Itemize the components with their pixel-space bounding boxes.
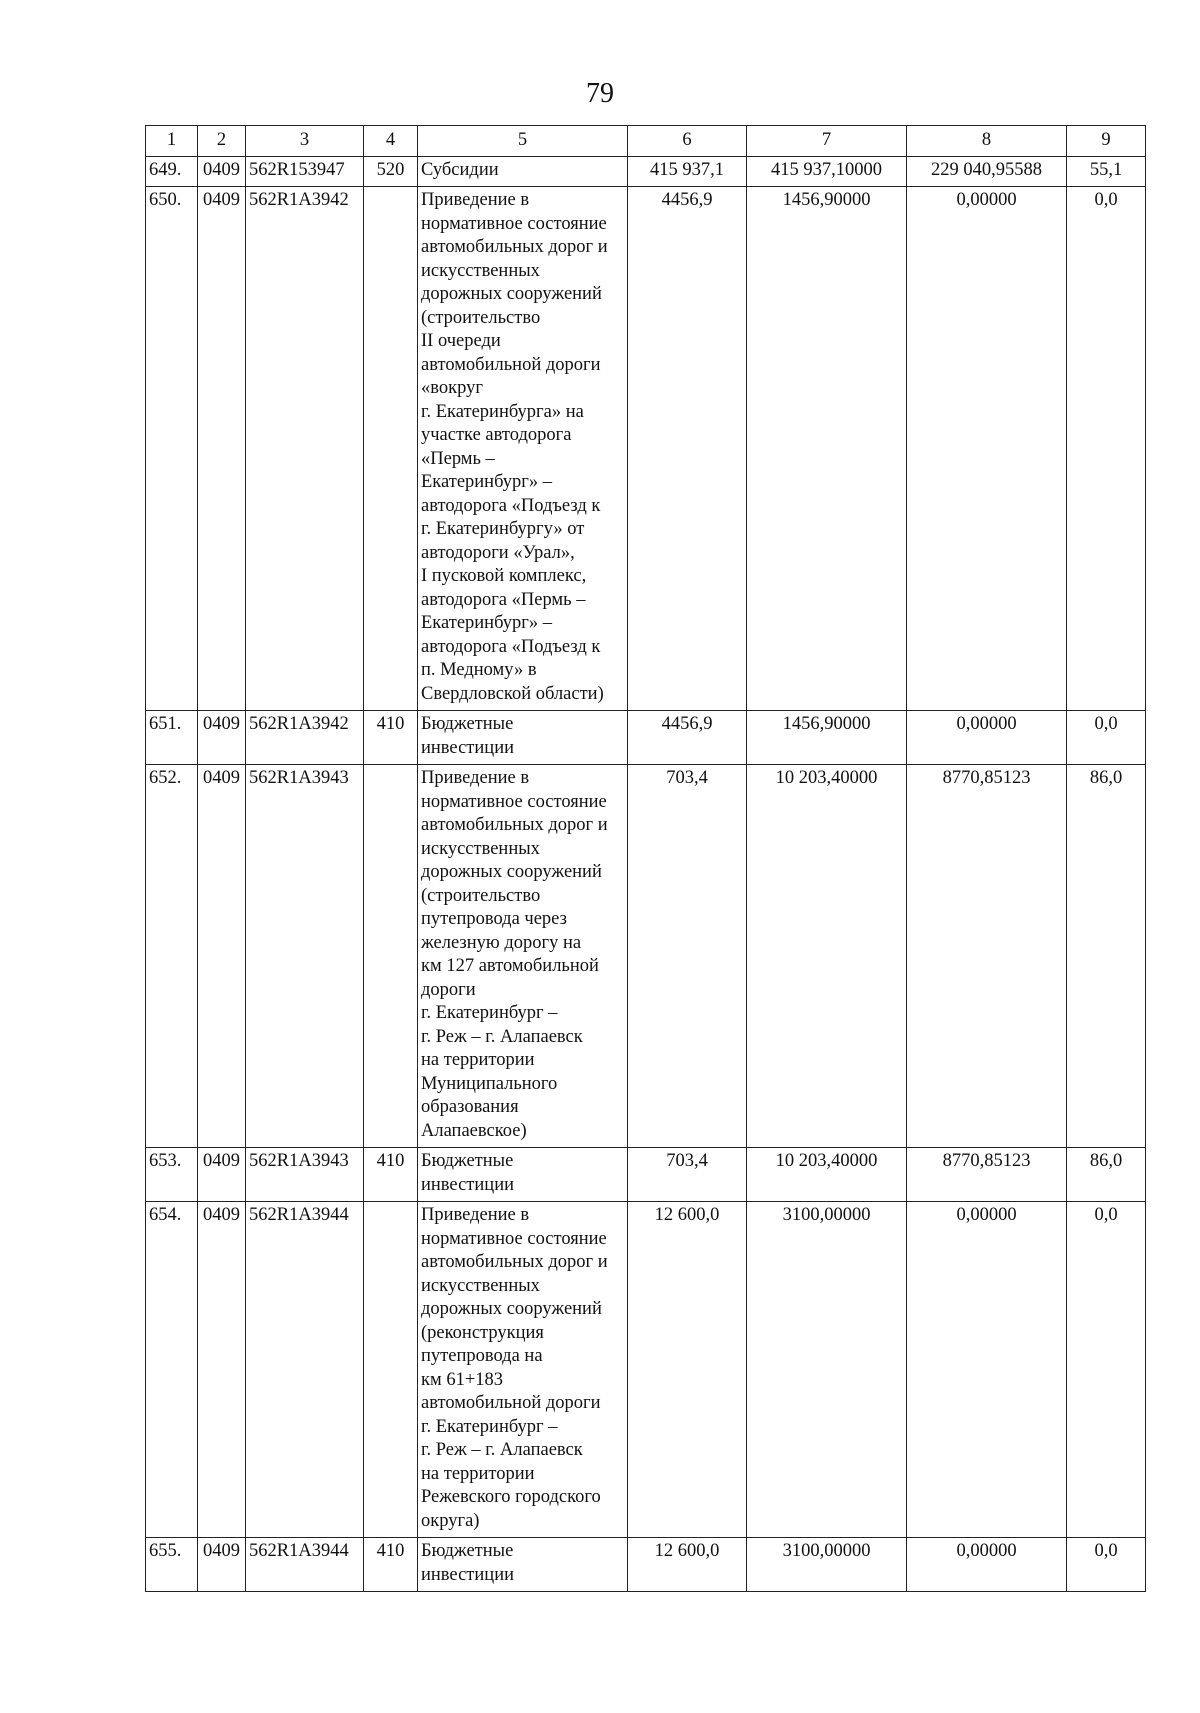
description-line: инвестиции (421, 1564, 514, 1585)
section-code-cell: 0409 (198, 156, 246, 187)
description-line: автодорога «Подъезд к (421, 636, 601, 657)
row-number-cell: 654. (146, 1202, 198, 1538)
description-line: км 127 автомобильной (421, 956, 599, 976)
description-line: г. Екатеринбург – (421, 1003, 558, 1023)
description-line: «Пермь – (421, 448, 495, 469)
value-col9-cell: 0,0 (1067, 1202, 1146, 1538)
value-col9-cell: 0,0 (1067, 711, 1146, 765)
target-code-cell: 562R1A3943 (246, 1148, 364, 1202)
value-col6-cell: 4456,9 (628, 187, 747, 711)
description-cell (418, 765, 628, 1148)
description-line: искусственных (421, 1275, 540, 1296)
description-line: Екатеринбург» – (421, 613, 553, 633)
page-number: 79 (586, 78, 614, 109)
expense-type-cell: 410 (364, 1148, 418, 1202)
table-row (146, 711, 1146, 765)
row-number-cell: 653. (146, 1148, 198, 1202)
description-line: Субсидии (421, 159, 499, 180)
description-line: Приведение в (421, 190, 530, 210)
column-header: 3 (246, 126, 364, 157)
value-col7-cell: 415 937,10000 (747, 156, 907, 187)
value-col6-cell: 415 937,1 (628, 156, 747, 187)
description-line: автомобильной дороги (421, 354, 601, 375)
table-row (146, 1538, 1146, 1592)
description-cell (418, 711, 628, 765)
description-line: Муниципального (421, 1073, 558, 1094)
value-col8-cell: 8770,85123 (907, 765, 1067, 1148)
value-col9-cell: 86,0 (1067, 1148, 1146, 1202)
description-line: г. Реж – г. Алапаевск (421, 1440, 583, 1460)
value-col7-cell: 10 203,40000 (747, 1148, 907, 1202)
description-line: Приведение в (421, 1205, 530, 1225)
description-line: инвестиции (421, 737, 514, 758)
value-col7-cell: 3100,00000 (747, 1202, 907, 1538)
table-row (146, 156, 1146, 187)
value-col7-cell: 10 203,40000 (747, 765, 907, 1148)
section-code-cell: 0409 (198, 1202, 246, 1538)
description-line: (реконструкция (421, 1322, 544, 1343)
description-line: г. Реж – г. Алапаевск (421, 1026, 583, 1047)
section-code-cell: 0409 (198, 1148, 246, 1202)
description-line: дорожных сооружений (421, 862, 602, 882)
target-code-cell: 562R1A3944 (246, 1202, 364, 1538)
value-col6-cell: 703,4 (628, 765, 747, 1148)
description-line: образования (421, 1097, 519, 1117)
description-line: нормативное состояние (421, 1228, 607, 1249)
target-code-cell: 562R1A3944 (246, 1538, 364, 1592)
description-cell (418, 156, 628, 187)
description-line: Приведение в (421, 768, 530, 788)
column-header: 5 (418, 126, 628, 157)
value-col7-cell: 1456,90000 (747, 711, 907, 765)
description-line: железную дорогу на (421, 932, 582, 953)
description-line: г. Екатеринбурга» на (421, 401, 584, 422)
column-header: 4 (364, 126, 418, 157)
expense-type-cell (364, 765, 418, 1148)
value-col9-cell: 55,1 (1067, 156, 1146, 187)
description-line: на территории (421, 1463, 535, 1484)
value-col6-cell: 703,4 (628, 1148, 747, 1202)
description-line: Екатеринбург» – (421, 472, 553, 492)
description-line: автомобильных дорог и (421, 237, 608, 257)
expense-type-cell: 410 (364, 711, 418, 765)
target-code-cell: 562R1A3943 (246, 765, 364, 1148)
description-line: дорожных сооружений (421, 1299, 602, 1319)
table-row (146, 1148, 1146, 1202)
value-col9-cell: 86,0 (1067, 765, 1146, 1148)
section-code-cell: 0409 (198, 711, 246, 765)
description-line: I пусковой комплекс, (421, 566, 587, 586)
expense-type-cell (364, 1202, 418, 1538)
description-line: (строительство (421, 885, 541, 906)
table-row (146, 187, 1146, 711)
table-row (146, 1202, 1146, 1538)
value-col8-cell: 0,00000 (907, 711, 1067, 765)
description-line: инвестиции (421, 1174, 514, 1195)
target-code-cell: 562R1A3942 (246, 187, 364, 711)
column-header: 7 (747, 126, 907, 157)
description-line: г. Екатеринбургу» от (421, 519, 585, 539)
value-col8-cell: 229 040,95588 (907, 156, 1067, 187)
description-cell (418, 1538, 628, 1592)
expense-type-cell: 520 (364, 156, 418, 187)
description-line: путепровода на (421, 1346, 543, 1366)
column-header: 2 (198, 126, 246, 157)
description-line: автодорога «Подъезд к (421, 495, 601, 516)
description-line: нормативное состояние (421, 791, 607, 812)
description-line: п. Медному» в (421, 660, 537, 680)
budget-table (145, 125, 1146, 1592)
section-code-cell: 0409 (198, 1538, 246, 1592)
description-line: г. Екатеринбург – (421, 1416, 558, 1437)
value-col7-cell: 1456,90000 (747, 187, 907, 711)
table-row (146, 765, 1146, 1148)
value-col6-cell: 12 600,0 (628, 1202, 747, 1538)
description-line: нормативное состояние (421, 213, 607, 234)
target-code-cell: 562R1A3942 (246, 711, 364, 765)
description-line: на территории (421, 1050, 535, 1070)
description-line: автомобильных дорог и (421, 1252, 608, 1272)
table-body (146, 156, 1146, 1592)
row-number-cell: 650. (146, 187, 198, 711)
description-line: автомобильных дорог и (421, 815, 608, 835)
section-code-cell: 0409 (198, 765, 246, 1148)
description-line: участке автодорога (421, 425, 572, 445)
table-header-row (146, 126, 1146, 157)
description-line: дороги (421, 979, 476, 1000)
value-col7-cell: 3100,00000 (747, 1538, 907, 1592)
description-line: дорожных сооружений (421, 284, 602, 304)
value-col8-cell: 0,00000 (907, 1538, 1067, 1592)
description-line: Режевского городского (421, 1487, 601, 1507)
description-line: автодороги «Урал», (421, 542, 575, 563)
column-header: 1 (146, 126, 198, 157)
description-line: Алапаевское) (421, 1120, 527, 1141)
value-col8-cell: 8770,85123 (907, 1148, 1067, 1202)
description-line: Бюджетные (421, 714, 514, 734)
row-number-cell: 655. (146, 1538, 198, 1592)
row-number-cell: 649. (146, 156, 198, 187)
description-line: автомобильной дороги (421, 1393, 601, 1413)
column-header: 6 (628, 126, 747, 157)
value-col8-cell: 0,00000 (907, 1202, 1067, 1538)
description-line: Свердловской области) (421, 683, 604, 704)
description-line: округа) (421, 1510, 480, 1531)
description-cell (418, 1148, 628, 1202)
section-code-cell: 0409 (198, 187, 246, 711)
value-col9-cell: 0,0 (1067, 187, 1146, 711)
description-line: автодорога «Пермь – (421, 589, 586, 610)
description-line: II очереди (421, 331, 501, 351)
expense-type-cell: 410 (364, 1538, 418, 1592)
value-col6-cell: 4456,9 (628, 711, 747, 765)
description-cell (418, 1202, 628, 1538)
description-line: (строительство (421, 307, 541, 328)
value-col8-cell: 0,00000 (907, 187, 1067, 711)
target-code-cell: 562R153947 (246, 156, 364, 187)
expense-type-cell (364, 187, 418, 711)
value-col9-cell: 0,0 (1067, 1538, 1146, 1592)
description-line: путепровода через (421, 909, 567, 929)
value-col6-cell: 12 600,0 (628, 1538, 747, 1592)
description-line: км 61+183 (421, 1369, 504, 1390)
description-line: «вокруг (421, 378, 483, 398)
row-number-cell: 651. (146, 711, 198, 765)
description-line: искусственных (421, 838, 540, 859)
column-header: 9 (1067, 126, 1146, 157)
description-line: Бюджетные (421, 1541, 514, 1561)
description-line: Бюджетные (421, 1151, 514, 1171)
description-cell (418, 187, 628, 711)
row-number-cell: 652. (146, 765, 198, 1148)
column-header: 8 (907, 126, 1067, 157)
description-line: искусственных (421, 260, 540, 281)
